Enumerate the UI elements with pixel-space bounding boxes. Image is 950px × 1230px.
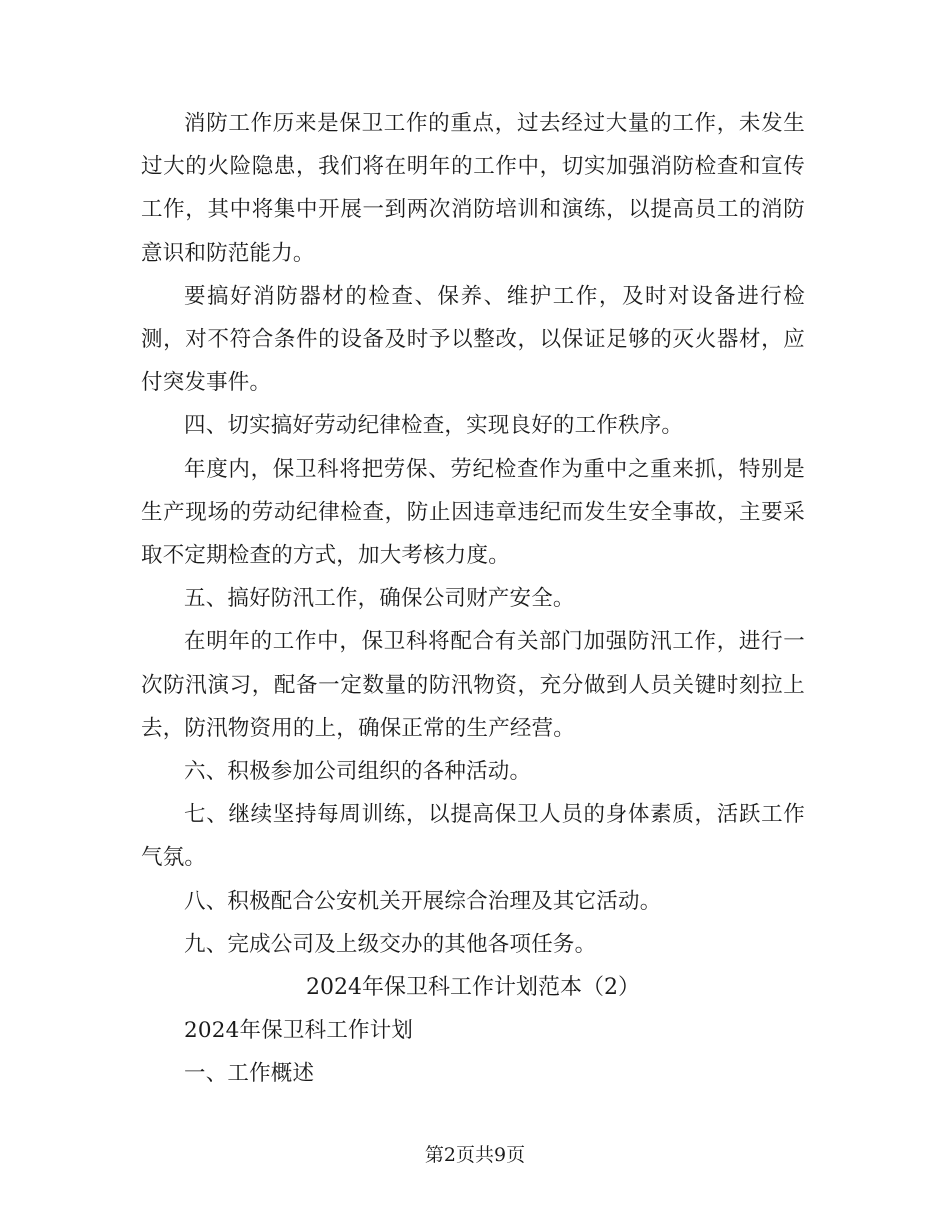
heading-other-tasks: 九、完成公司及上级交办的其他各项任务。	[184, 931, 597, 957]
paragraph-labor-discipline: 年度内，保卫科将把劳保、劳纪检查作为重中之重来抓，特别是生产现场的劳动纪律检查，防止因违章违纪而发生安全事故，主要采取不定期检查的方式，加大考核力度。	[141, 456, 805, 569]
paragraph-flood-prevention: 在明年的工作中，保卫科将配合有关部门加强防汛工作，进行一次防汛演习，配备一定数量的防汛物资，充分做到人员关键时刻拉上去，防汛物资用的上，确保正常的生产经营。	[141, 629, 805, 741]
heading-flood-prevention: 五、搞好防汛工作，确保公司财产安全。	[184, 586, 575, 612]
plan-subtitle: 2024年保卫科工作计划	[184, 1018, 414, 1044]
heading-public-security: 八、积极配合公安机关开展综合治理及其它活动。	[184, 888, 662, 914]
document-body	[141, 102, 805, 1096]
heading-labor-discipline: 四、切实搞好劳动纪律检查，实现良好的工作秩序。	[184, 413, 684, 439]
heading-weekly-training: 七、继续坚持每周训练，以提高保卫人员的身体素质，活跃工作气氛。	[141, 802, 805, 871]
heading-overview: 一、工作概述	[184, 1061, 315, 1087]
section-title: 2024年保卫科工作计划范本（2）	[306, 975, 640, 1001]
paragraph-fire-equipment: 要搞好消防器材的检查、保养、维护工作，及时对设备进行检测，对不符合条件的设备及时予以整改，以保证足够的灭火器材，应付突发事件。	[141, 283, 805, 396]
paragraph-fire-safety: 消防工作历来是保卫工作的重点，过去经过大量的工作，未发生过大的火险隐患，我们将在明年的工作中，切实加强消防检查和宣传工作，其中将集中开展一到两次消防培训和演练，以提高员工的消防意识和防范能力。	[141, 111, 805, 266]
page-footer	[0, 1140, 950, 1170]
page-number: 第2页共9页	[424, 1144, 526, 1166]
heading-company-activities: 六、积极参加公司组织的各种活动。	[184, 759, 532, 785]
